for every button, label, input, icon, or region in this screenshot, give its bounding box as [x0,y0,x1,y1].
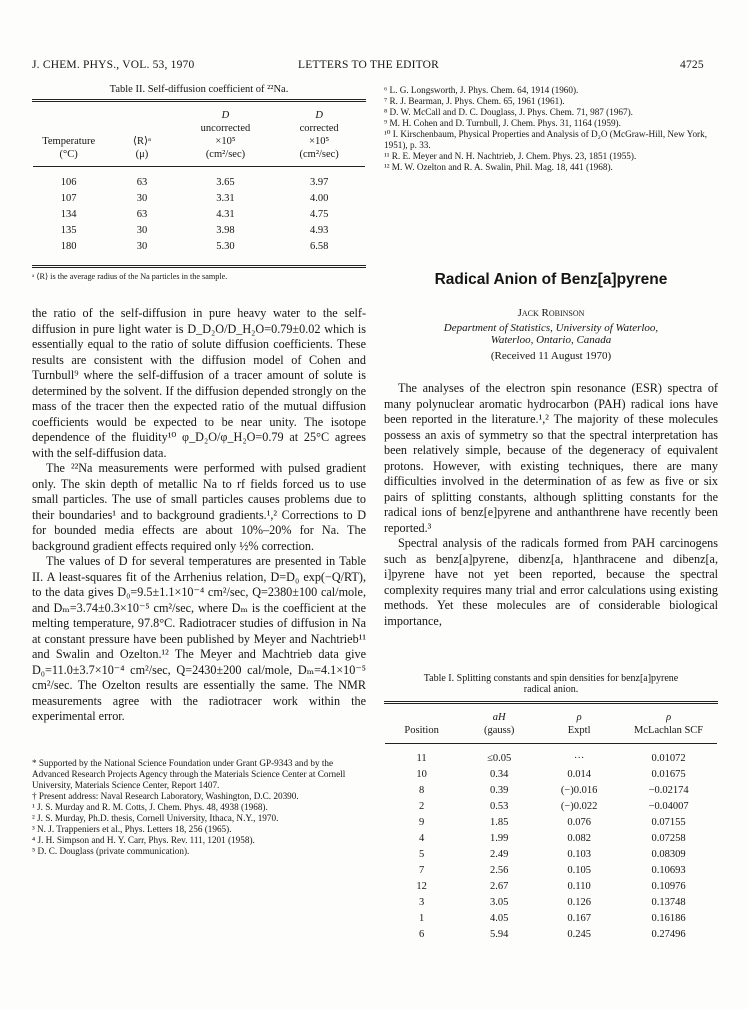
table-row: 5 2.49 0.103 0.08309 [418,849,686,860]
table-top-rule [32,99,366,102]
footnote: ⁵ D. C. Douglass (private communication). [32,846,190,856]
paragraph: The analyses of the electron spin resonance (ESR) spectra of many polynuclear aromatic hydrocarbon (PAH) radical ions have been reported in the literature.¹,² The majority of these molecules possess an axis of symmetry so that the spectral interpretation has been relatively simple, because of the degeneracy of equivalent protons. However, with existing techniques, there are many difficulties involved in the determination of as few as five or six pairs of splitting constants, although splitting constants for the radical ions of benz[e]pyrene and anthanthrene have recently been reported.³ [384,381,718,535]
table-row: 8 0.39 (−)0.016 −0.02174 [418,785,689,796]
table-header-row [32,108,366,162]
table-row: 10 0.34 0.014 0.01675 [416,769,686,780]
table-1-caption-line-2: radical anion. [523,684,579,695]
received-date: (Received 11 August 1970) [490,350,612,362]
table-row: 12 2.67 0.110 0.10976 [416,881,686,892]
table-row: 6 5.94 0.245 0.27496 [418,929,686,940]
col-radius-header: ⟨R⟩ᵃ (μ) [132,136,151,160]
footnote: ³ N. J. Trappeniers et al., Phys. Letters 18, 256 (1965). [32,824,232,834]
affiliation-city: Waterloo, Ontario, Canada [490,334,612,346]
reference: ⁸ D. W. McCall and D. C. Douglass, J. Phys. Chem. 71, 987 (1967). [384,107,633,117]
table-row: 11 ≤0.05 ··· 0.01072 [416,753,686,764]
table-bottom-rule [32,265,366,268]
reference: ¹¹ R. E. Meyer and N. H. Nachtrieb, J. Chem. Phys. 23, 1851 (1955). [384,151,637,161]
table-2-block [32,84,366,282]
footnote: * Supported by the National Science Foundation under Grant GP-9343 and by the Advanced Research Projects Agency through the Materials Science Center at Cornell University, Materials Science Center, Report 1407. [32,758,346,790]
right-references [384,85,718,173]
article-body [384,381,718,629]
article-header [384,271,718,362]
article-title: Radical Anion of Benz[a]pyrene [434,271,668,288]
author: Jack Robinson [517,307,585,319]
reference: ¹⁰ I. Kirschenbaum, Physical Properties and Analysis of D₂O (McGraw-Hill, New York, 1951), p. 33. [384,129,707,150]
reference: ⁷ R. J. Bearman, J. Phys. Chem. 65, 1961 (1961). [384,96,565,106]
table-row: 134 63 4.31 4.75 [60,209,329,220]
page-number: 4725 [680,59,704,71]
table-row: 9 1.85 0.076 0.07155 [418,817,686,828]
table-1-caption: Table I. Splitting constants and spin densities for benz[a]pyrene [423,673,679,684]
journal-citation: J. CHEM. PHYS., VOL. 53, 1970 [32,59,195,71]
table-2-body [32,168,366,255]
col-temperature-header: Temperature (°C) [42,136,96,160]
table-row: 3 3.05 0.126 0.13748 [418,897,686,908]
section-title: LETTERS TO THE EDITOR [298,59,440,71]
col-mclachlan-header: ρ McLachlan SCF [634,712,704,736]
reference: ⁹ M. H. Cohen and D. Turnbull, J. Chem. Phys. 31, 1164 (1959). [384,118,621,128]
footnote: ² J. S. Murday, Ph.D. thesis, Cornell University, Ithaca, N.Y., 1970. [32,813,279,823]
table-row: 180 30 5.30 6.58 [60,241,329,252]
table-row: 1 4.05 0.167 0.16186 [418,913,686,924]
col-position-header: Position [404,725,439,736]
table-row: 135 30 3.98 4.93 [60,225,329,236]
col-d-corrected-header: D corrected ×10⁵ (cm²/sec) [299,110,339,160]
table-1-block [384,673,718,943]
table-header-row [384,710,718,738]
reference: ⁶ L. G. Longsworth, J. Phys. Chem. 64, 1914 (1960). [384,85,579,95]
table-row: 107 30 3.31 4.00 [60,193,329,204]
table-2-caption: Table II. Self-diffusion coefficient of ²²Na. [109,84,289,95]
col-exptl-header: ρ Exptl [567,712,591,736]
table-top-rule [384,701,718,704]
paragraph: The ²²Na measurements were performed with pulsed gradient only. The skin depth of metallic Na to rf fields forced us to use small particles. The use of small particles causes problems due to their boundaries¹ and to background gradients.¹,² Corrections to D for bounded media effects are about 10%–20% for Na. The background gradient effects required only ½% correction. [32,461,366,553]
affiliation: Department of Statistics, University of Waterloo, [443,322,659,334]
footnote: † Present address: Naval Research Laboratory, Washington, D.C. 20390. [32,791,299,801]
footnote: ¹ J. S. Murday and R. M. Cotts, J. Chem. Phys. 48, 4938 (1968). [32,802,268,812]
paragraph: the ratio of the self-diffusion in pure heavy water to the self-diffusion in pure light water is D_D₂O/D_H₂O=0.79±0.02 which is essentially equal to the ratio of solute diffusion coefficients. These results are consistent with the diffusion model of Cohen and Turnbull⁹ where the self-diffusion of a tracer amount of solute is determined by the solvent. If the diffusion depended strongly on the mass of the tracer then the expected ratio of the mutual diffusion coefficients would be expected to be near unity. The isotope dependence of the fluidity¹⁰ φ_D₂O/φ_H₂O=0.79 at 25°C agrees with the self-diffusion data. [32,306,366,460]
footnote: ⁴ J. H. Simpson and H. Y. Carr, Phys. Rev. 111, 1201 (1958). [32,835,255,845]
table-1 [384,710,718,943]
table-row: 4 1.99 0.082 0.07258 [418,833,686,844]
left-body-text [32,306,366,725]
paragraph: Spectral analysis of the radicals formed from PAH carcinogens such as benz[a]pyrene, dibenz[a, h]anthracene and dibenz[a, i]pyrene have not yet been reported, because the spectral complexity requires many trial and error calculations using existing methods. Yet these molecules are of considerable biological importance, [384,536,718,628]
table-row: 2 0.53 (−)0.022 −0.04007 [418,801,689,812]
table-2 [32,108,366,255]
col-d-uncorrected-header: D uncorrected ×10⁵ (cm²/sec) [200,110,251,160]
paragraph: The values of D for several temperatures are presented in Table II. A least-squares fit of the Arrhenius relation, D=D₀ exp(−Q/RT), to the data gives D₀=9.5±1.1×10⁻⁴ cm²/sec, Q=2380±100 cal/mole, and Dₘ=3.74±0.3×10⁻⁵ cm²/sec, where Dₘ is the coefficient at the melting temperature, 97.8°C. Radiotracer studies of diffusion in Na at constant pressure have been published by Meyer and Nachtrieb¹¹ and Swalin and Ozelton.¹² The Meyer and Machtrieb data give D₀=11.0±3.7×10⁻⁴ cm²/sec, Q=2430±200 cal/mole, Dₘ=4.1×10⁻⁵ cm²/sec. The Ozelton results are essentially the same. The NMR measurements agree with the radiotracer work within the experimental error. [32,554,366,723]
table-2-footnote: ᵃ ⟨R⟩ is the average radius of the Na particles in the sample. [32,272,228,281]
table-row: 106 63 3.65 3.97 [60,177,329,188]
left-footnotes [32,758,366,857]
reference: ¹² M. W. Ozelton and R. A. Swalin, Phil. Mag. 18, 441 (1968). [384,162,613,172]
table-row: 7 2.56 0.105 0.10693 [418,865,686,876]
col-splitting-header: aH (gauss) [483,712,515,736]
table-1-body [384,745,718,943]
